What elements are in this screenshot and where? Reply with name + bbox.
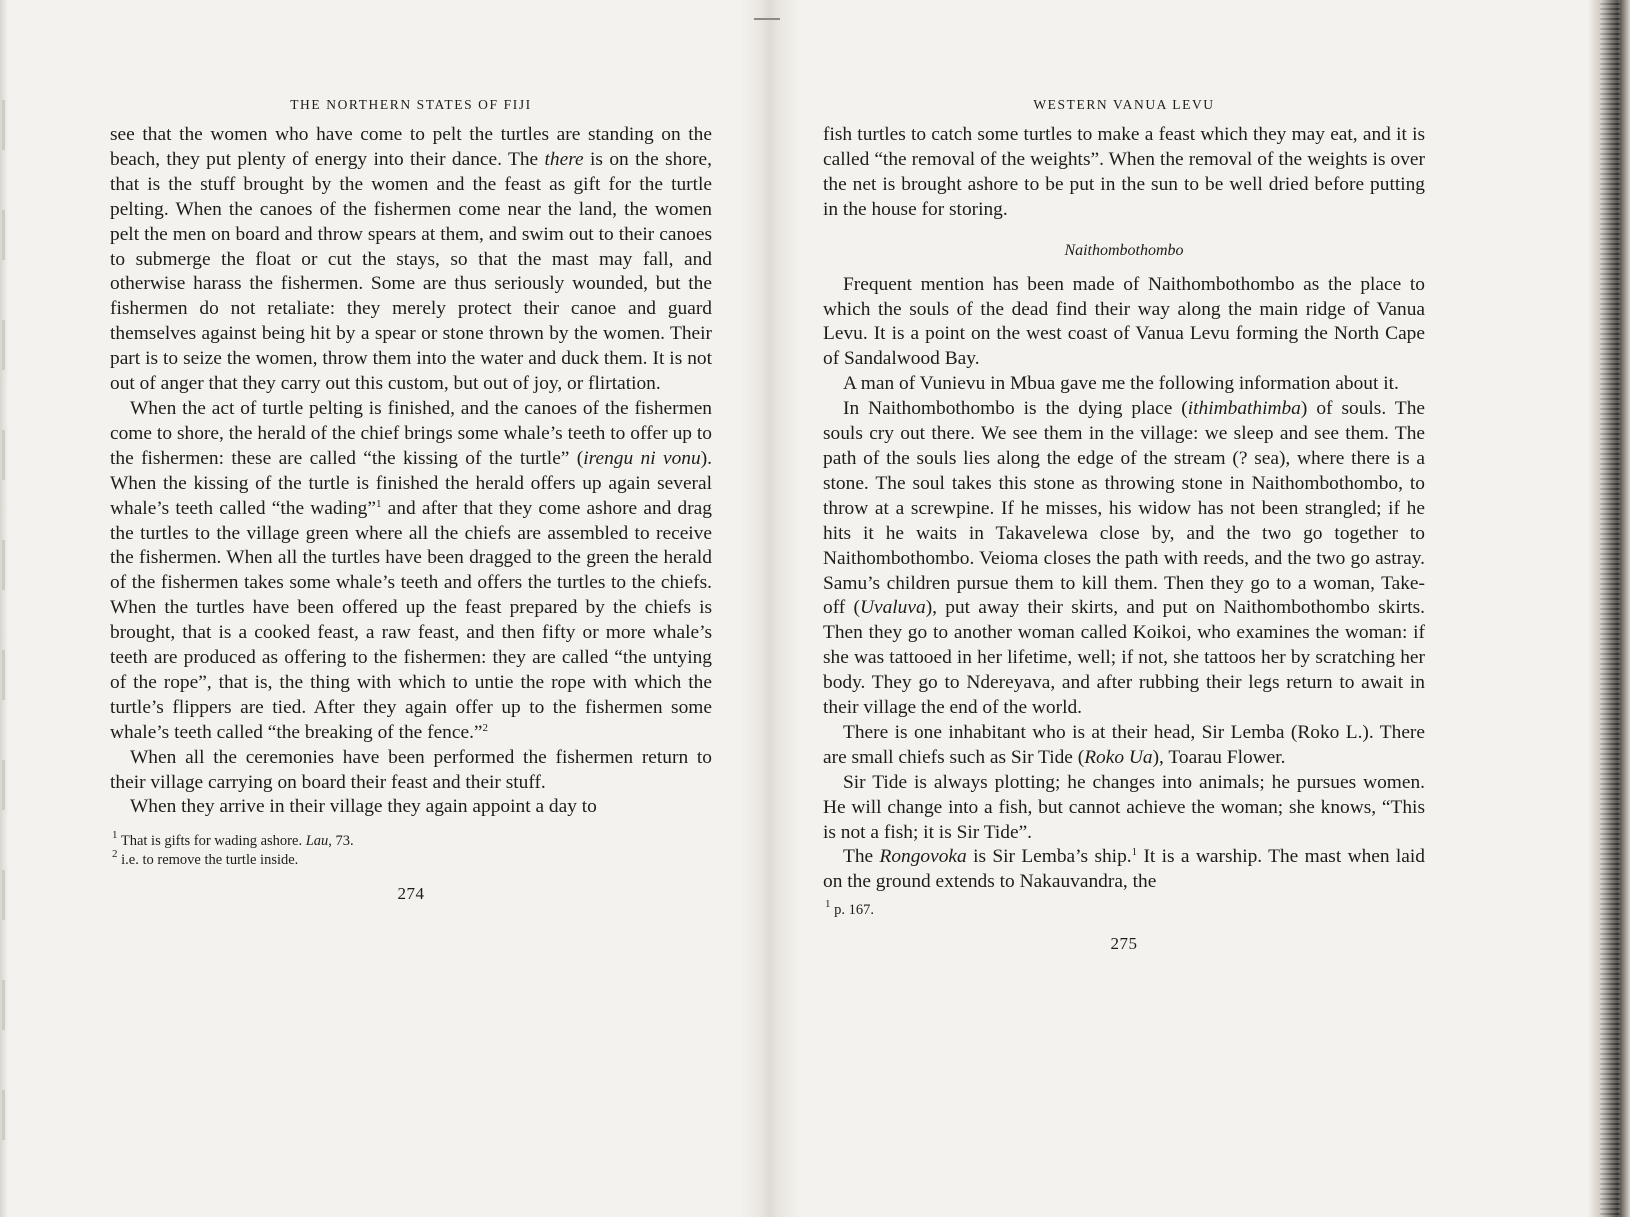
right-page-opening <box>823 123 1425 223</box>
paragraph <box>823 372 1425 397</box>
italic-term: ithimbathimba <box>1187 398 1301 420</box>
text-run: see that the women who have come to pelt the turtles are standing on the beach, they put plenty of energy into their dance. The <box>110 124 712 170</box>
footnote <box>110 848 712 870</box>
text-run: Frequent mention has been made of Naithombothombo as the place to which the souls of the dead find their way along the main ridge of Vanua Levu. It is a point on the west coast of Vanua Levu forming the North Cape of Sandalwood Bay. <box>823 273 1425 370</box>
left-page-body <box>110 123 712 820</box>
footnote <box>823 898 1425 920</box>
text-run: ), Toarau Flower. <box>1152 746 1286 768</box>
page-number: 274 <box>397 884 425 904</box>
paragraph <box>823 123 1425 223</box>
italic-term: Rongovoka <box>879 846 967 868</box>
text-run: It is a warship. The mast when laid on the ground extends to Nakauvandra, the <box>823 846 1425 893</box>
right-page <box>823 96 1425 954</box>
right-page-body <box>823 273 1425 896</box>
text-run: ) of souls. The souls cry out there. We see them in the village: we sleep and see them. The path of the souls lies along the edge of the stream (? sea), where there is a stone. The soul takes this stone as throwing stone in Naithombothombo, to throw at a screwpine. If he misses, his widow has not been strangled; if he hits it he waits in Takavelewa close by, and the two go together to Naithombothombo. Veioma closes the path with reeds, and the two go astray. Samu’s children pursue them to kill them. Then they go to a woman, Take-off ( <box>823 398 1425 619</box>
paragraph <box>110 123 712 397</box>
text-run: , 73. <box>328 833 354 850</box>
text-run: Sir Tide is always plotting; he changes into animals; he pursues women. He will change into a fish, but cannot achieve the woman; she knows, “This is not a fish; it is Sir Tide”. <box>823 771 1425 843</box>
left-page-footnotes <box>110 829 712 870</box>
italic-term: Lau <box>305 833 329 850</box>
page-edge-shadow <box>2 40 5 1140</box>
paragraph <box>823 397 1425 721</box>
text-run: In Naithombothombo is the dying place ( <box>843 398 1188 420</box>
footnote-mark: 1 <box>825 898 831 911</box>
section-title: Naithombothombo <box>1064 241 1184 259</box>
text-run: is Sir Lemba’s ship. <box>966 846 1132 868</box>
running-head: THE NORTHERN STATES OF FIJI <box>290 97 532 112</box>
text-run: When they arrive in their village they again appoint a day to <box>130 796 597 818</box>
italic-term: irengu ni vonu <box>583 447 701 469</box>
footnote-mark: 2 <box>112 848 118 861</box>
footnote <box>110 829 712 851</box>
paragraph <box>823 273 1425 373</box>
italic-term: Uvaluva <box>859 597 926 619</box>
paragraph <box>110 746 712 796</box>
right-page-footnotes <box>823 898 1425 920</box>
footnote-mark: 1 <box>112 829 118 842</box>
footnote-reference: 2 <box>482 721 489 734</box>
text-run: ), put away their skirts, and put on Naithombothombo skirts. Then they go to another woman called Koikoi, who examines the woman: if she was tattooed in her lifetime, well; if not, she tattoos her by scratching her body. They go to Ndereyava, and after rubbing their legs return to await in their village the end of the world. <box>823 597 1425 719</box>
text-run: When all the ceremonies have been performed the fishermen return to their village carrying on board their feast and their stuff. <box>110 746 712 793</box>
text-run: That is gifts for wading ashore. <box>117 833 306 850</box>
page-number: 275 <box>1110 934 1138 954</box>
text-run: There is one inhabitant who is at their head, Sir Lemba (Roko L.). There are small chiefs such as Sir Tide ( <box>823 721 1425 768</box>
paragraph <box>823 721 1425 771</box>
gutter-mark <box>754 18 780 20</box>
page-edge-texture <box>1600 0 1620 1217</box>
paragraph <box>110 795 712 820</box>
text-run: fish turtles to catch some turtles to make a feast which they may eat, and it is called “the removal of the weights”. When the removal of the weights is over the net is brought ashore to be put in the sun to be well dried before putting in the house for storing. <box>823 124 1425 220</box>
text-run: When the act of turtle pelting is finished, and the canoes of the fishermen come to shore, the herald of the chief brings some whale’s teeth to offer up to the fishermen: these are called “the kissing of the turtle” ( <box>110 397 712 469</box>
paragraph <box>823 845 1425 895</box>
running-head: WESTERN VANUA LEVU <box>1033 97 1215 112</box>
text-run: is on the shore, that is the stuff brought by the women and the feast as gift for the turtle pelting. When the canoes of the fishermen come near the land, the women pelt the men on board and throw spears at them, and swim out to their canoes to submerge the float or cut the stays, so that the mast may fall, and otherwise harass the fishermen. Some are thus seriously wounded, but the fishermen do not retaliate: they merely protect their canoe and guard themselves against being hit by a spear or stone thrown by the women. Their part is to seize the women, throw them into the water and duck them. It is not out of anger that they carry out this custom, but out of joy, or flirtation. <box>110 148 712 395</box>
footnote-reference: 1 <box>375 497 382 510</box>
text-run: The <box>843 846 880 868</box>
text-run: ). When the kissing of the turtle is finished the herald offers up again several whale’s teeth called “the wading” <box>110 447 712 519</box>
book-gutter <box>740 0 800 1217</box>
text-run: A man of Vunievu in Mbua gave me the following information about it. <box>843 373 1399 395</box>
left-page <box>110 96 712 904</box>
italic-term: there <box>544 148 584 170</box>
text-run: p. 167. <box>830 902 874 919</box>
footnote-reference: 1 <box>1131 846 1138 859</box>
paragraph <box>823 771 1425 846</box>
paragraph <box>110 397 712 746</box>
italic-term: Roko Ua <box>1084 746 1153 768</box>
text-run: i.e. to remove the turtle inside. <box>117 852 299 869</box>
text-run: and after that they come ashore and drag the turtles to the village green where all the chiefs are assembled to receive the fishermen. When all the turtles have been dragged to the green the herald of the fishermen takes some whale’s teeth and offers the turtles to the chiefs. When the turtles have been offered up the feast prepared by the chiefs is brought, that is a cooked feast, a raw feast, and then fifty or more whale’s teeth are produced as offering to the fishermen: they are called “the untying of the rope”, that is, the thing with which to untie the rope with which the turtle’s flippers are tied. After they again offer up to the fishermen some whale’s teeth called “the breaking of the fence.” <box>110 497 712 743</box>
